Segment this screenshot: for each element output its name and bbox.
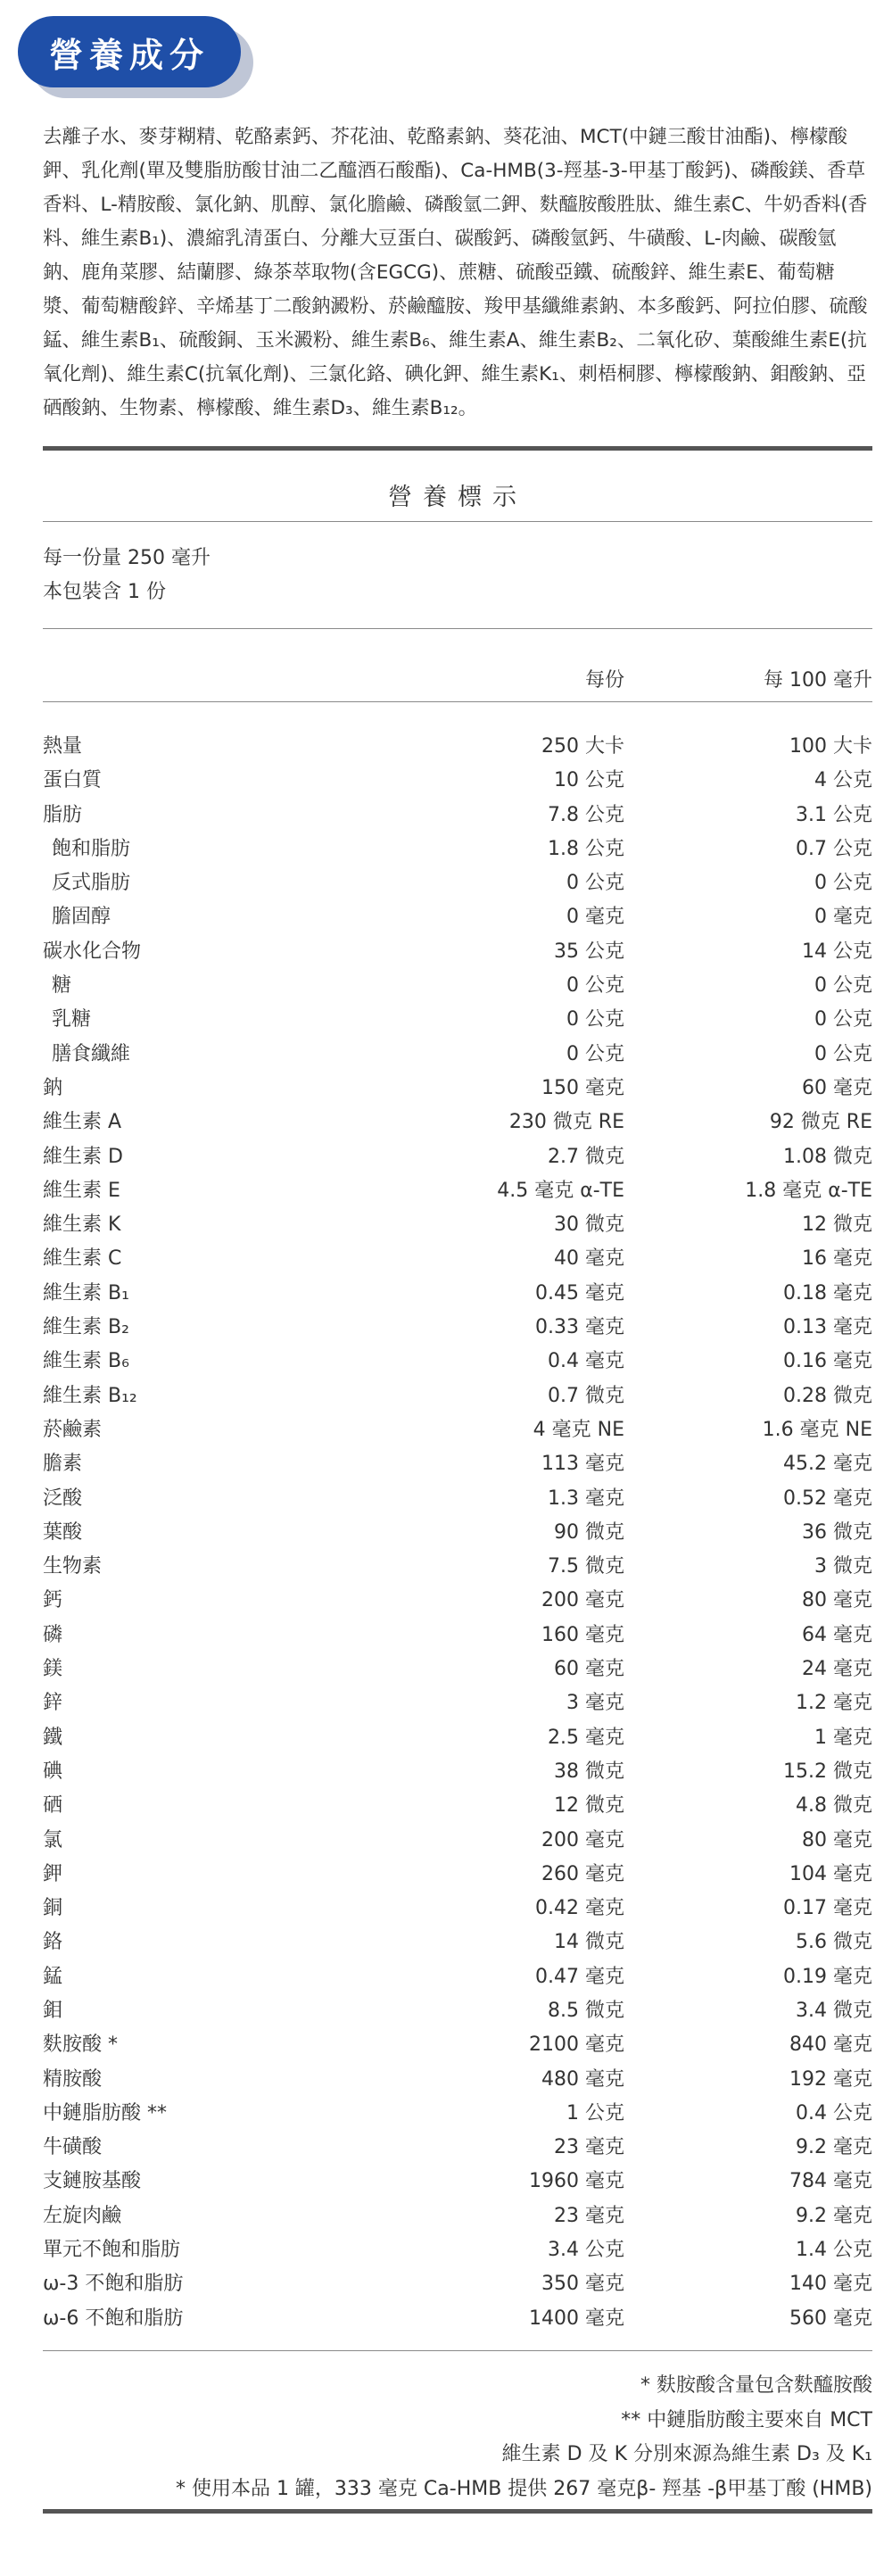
per-100ml-value: 3.1 公克 bbox=[796, 803, 872, 826]
table-row bbox=[43, 832, 872, 866]
nutrient-name: 左旋肉鹼 bbox=[43, 2204, 122, 2227]
serving-size: 每一份量 250 毫升 bbox=[43, 547, 211, 569]
per-100ml-value: 1.6 毫克 NE bbox=[762, 1418, 872, 1441]
per-serving-value: 113 毫克 bbox=[541, 1453, 624, 1476]
nutrient-name: 反式脂肪 bbox=[52, 872, 131, 895]
nutrient-name: 菸鹼素 bbox=[43, 1418, 103, 1441]
nutrient-name: 碘 bbox=[43, 1760, 63, 1783]
nutrition-panel-title: 營養標示 bbox=[388, 484, 527, 511]
per-serving-value: 250 大卡 bbox=[541, 735, 624, 758]
per-serving-value: 0 公克 bbox=[566, 1042, 624, 1065]
per-100ml-value: 36 微克 bbox=[802, 1520, 872, 1544]
per-serving-value: 38 微克 bbox=[554, 1760, 624, 1783]
table-row bbox=[43, 1447, 872, 1481]
table-row bbox=[43, 2063, 872, 2097]
per-100ml-value: 0 毫克 bbox=[814, 906, 872, 929]
nutrient-name: 維生素 K bbox=[43, 1213, 121, 1237]
nutrient-name: 硒 bbox=[43, 1794, 63, 1818]
nutrient-name: 維生素 D bbox=[43, 1145, 123, 1168]
nutrient-name: 熱量 bbox=[43, 735, 83, 758]
per-serving-value: 260 毫克 bbox=[541, 1862, 624, 1885]
per-serving-value: 0.45 毫克 bbox=[535, 1281, 624, 1305]
per-serving-value: 1960 毫克 bbox=[529, 2170, 624, 2193]
per-serving-value: 1.8 公克 bbox=[548, 837, 624, 860]
section-badge bbox=[18, 16, 253, 102]
nutrient-name: 乳糖 bbox=[52, 1008, 92, 1031]
per-serving-value: 1400 毫克 bbox=[529, 2307, 624, 2330]
table-row bbox=[43, 1892, 872, 1926]
per-100ml-value: 15.2 微克 bbox=[783, 1760, 872, 1783]
table-row bbox=[43, 1858, 872, 1892]
table-row bbox=[43, 1277, 872, 1311]
per-serving-value: 35 公克 bbox=[554, 940, 624, 963]
per-100ml-value: 60 毫克 bbox=[802, 1076, 872, 1099]
nutrient-name: 葉酸 bbox=[43, 1520, 83, 1544]
per-serving-value: 0 公克 bbox=[566, 974, 624, 998]
per-serving-value: 14 微克 bbox=[554, 1931, 624, 1954]
per-100ml-value: 784 毫克 bbox=[789, 2170, 872, 2193]
per-serving-value: 0.33 毫克 bbox=[535, 1316, 624, 1339]
per-serving-value: 200 毫克 bbox=[541, 1828, 624, 1851]
per-100ml-value: 0.17 毫克 bbox=[783, 1897, 872, 1920]
nutrient-name: 鋅 bbox=[43, 1692, 63, 1715]
nutrient-name: 鎂 bbox=[43, 1658, 63, 1681]
per-serving-value: 90 微克 bbox=[554, 1520, 624, 1544]
nutrient-name: 飽和脂肪 bbox=[52, 837, 131, 860]
nutrient-name: 膽固醇 bbox=[52, 906, 112, 929]
per-100ml-value: 0.7 公克 bbox=[796, 837, 872, 860]
per-serving-value: 3 毫克 bbox=[566, 1692, 624, 1715]
per-100ml-value: 0.52 毫克 bbox=[783, 1487, 872, 1510]
table-row bbox=[43, 730, 872, 764]
per-serving-value: 1 公克 bbox=[566, 2101, 624, 2125]
per-serving-value: 10 公克 bbox=[554, 769, 624, 792]
per-100ml-value: 3.4 微克 bbox=[796, 1999, 872, 2022]
footnote: * 麩胺酸含量包含麩醯胺酸 bbox=[640, 2374, 872, 2397]
nutrient-name: 糖 bbox=[52, 974, 72, 998]
per-100ml-value: 45.2 毫克 bbox=[783, 1453, 872, 1476]
nutrient-table bbox=[43, 730, 872, 2336]
footnotes bbox=[43, 2369, 872, 2506]
nutrient-name: 維生素 C bbox=[43, 1247, 122, 1271]
nutrient-name: ω-3 不飽和脂肪 bbox=[43, 2273, 184, 2296]
nutrient-name: 牛磺酸 bbox=[43, 2136, 103, 2159]
nutrient-name: ω-6 不飽和脂肪 bbox=[43, 2307, 184, 2330]
nutrient-name: 維生素 B₂ bbox=[43, 1316, 129, 1339]
divider-bottom bbox=[43, 2509, 872, 2514]
nutrient-name: 膳食纖維 bbox=[52, 1042, 131, 1065]
per-100ml-value: 840 毫克 bbox=[789, 2033, 872, 2057]
nutrient-name: 生物素 bbox=[43, 1555, 103, 1578]
table-row bbox=[43, 935, 872, 969]
per-serving-value: 230 微克 RE bbox=[508, 1111, 624, 1134]
table-row bbox=[43, 1686, 872, 1720]
table-row bbox=[43, 900, 872, 934]
table-row bbox=[43, 1482, 872, 1516]
per-100ml-value: 140 毫克 bbox=[789, 2273, 872, 2296]
per-serving-value: 40 毫克 bbox=[554, 1247, 624, 1271]
nutrient-name: 磷 bbox=[43, 1623, 63, 1646]
per-100ml-value: 0 公克 bbox=[814, 1008, 872, 1031]
table-row bbox=[43, 1789, 872, 1823]
nutrient-name: 維生素 A bbox=[43, 1111, 122, 1134]
nutrient-name: 鉻 bbox=[43, 1931, 63, 1954]
table-row bbox=[43, 1824, 872, 1858]
nutrient-name: 碳水化合物 bbox=[43, 940, 142, 963]
per-100ml-value: 64 毫克 bbox=[802, 1623, 872, 1646]
per-100ml-value: 16 毫克 bbox=[802, 1247, 872, 1271]
per-100ml-value: 560 毫克 bbox=[789, 2307, 872, 2330]
per-serving-value: 12 微克 bbox=[554, 1794, 624, 1818]
per-serving-value: 23 毫克 bbox=[554, 2136, 624, 2159]
nutrient-name: 維生素 B₆ bbox=[43, 1350, 129, 1373]
per-100ml-value: 192 毫克 bbox=[789, 2067, 872, 2091]
footnote: * 使用本品 1 罐，333 毫克 Ca-HMB 提供 267 毫克β- 羥基 -β甲基丁酸 (HMB) bbox=[175, 2477, 872, 2500]
per-100ml-value: 3 微克 bbox=[814, 1555, 872, 1578]
table-row bbox=[43, 1994, 872, 2028]
divider-above-notes bbox=[43, 2350, 872, 2351]
nutrient-name: 維生素 E bbox=[43, 1179, 120, 1202]
divider-top bbox=[43, 446, 872, 451]
footnote: 維生素 D 及 K 分別來源為維生素 D₃ 及 K₁ bbox=[501, 2443, 872, 2465]
nutrient-name: 鈣 bbox=[43, 1589, 63, 1612]
nutrient-name: 中鏈脂肪酸 ** bbox=[43, 2101, 167, 2125]
per-serving-value: 160 毫克 bbox=[541, 1623, 624, 1646]
table-row bbox=[43, 969, 872, 1003]
table-row bbox=[43, 1345, 872, 1379]
per-serving-value: 480 毫克 bbox=[541, 2067, 624, 2091]
table-row bbox=[43, 1721, 872, 1755]
per-100ml-value: 1.2 毫克 bbox=[796, 1692, 872, 1715]
per-serving-value: 0.47 毫克 bbox=[535, 1965, 624, 1988]
table-row bbox=[43, 1208, 872, 1242]
divider-under-serving bbox=[43, 628, 872, 629]
table-row bbox=[43, 1619, 872, 1652]
per-100ml-value: 9.2 毫克 bbox=[796, 2136, 872, 2159]
per-100ml-value: 0.16 毫克 bbox=[783, 1350, 872, 1373]
per-serving-value: 23 毫克 bbox=[554, 2204, 624, 2227]
table-row bbox=[43, 2233, 872, 2267]
per-serving-value: 350 毫克 bbox=[541, 2273, 624, 2296]
per-100ml-value: 9.2 毫克 bbox=[796, 2204, 872, 2227]
table-row bbox=[43, 1960, 872, 1994]
column-header-per-100ml: 每 100 毫升 bbox=[764, 669, 872, 692]
nutrient-name: 膽素 bbox=[43, 1453, 83, 1476]
table-row bbox=[43, 1652, 872, 1686]
section-title: 營養成分 bbox=[18, 16, 241, 87]
per-100ml-value: 80 毫克 bbox=[802, 1828, 872, 1851]
table-row bbox=[43, 1550, 872, 1584]
per-serving-value: 7.8 公克 bbox=[548, 803, 624, 826]
servings-per-pack: 本包裝含 1 份 bbox=[43, 581, 166, 603]
per-serving-value: 1.3 毫克 bbox=[548, 1487, 624, 1510]
table-row bbox=[43, 1072, 872, 1106]
footnote: ** 中鏈脂肪酸主要來自 MCT bbox=[621, 2408, 872, 2431]
nutrient-name: 氯 bbox=[43, 1828, 63, 1851]
table-row bbox=[43, 2199, 872, 2233]
per-serving-value: 30 微克 bbox=[554, 1213, 624, 1237]
nutrient-name: 精胺酸 bbox=[43, 2067, 103, 2091]
table-row bbox=[43, 1242, 872, 1276]
table-row bbox=[43, 1003, 872, 1037]
ingredients-list: 去離子水、麥芽糊精、乾酪素鈣、芥花油、乾酪素鈉、葵花油、MCT(中鏈三酸甘油酯)、檸檬酸鉀、乳化劑(單及雙脂肪酸甘油二乙醯酒石酸酯)、Ca-HMB(3-羥基-3-甲基丁酸鈣)、磷酸鎂、香草香料、L-精胺酸、氯化鈉、肌醇、氯化膽鹼、磷酸氫二鉀、麩醯胺酸胜肽、維生素C、牛奶香料(香料、維生素B₁)、濃縮乳清蛋白、分離大豆蛋白、碳酸鈣、磷酸氫鈣、牛磺酸、L-肉鹼、碳酸氫鈉、鹿角菜膠、結蘭膠、綠茶萃取物(含EGCG)、蔗糖、硫酸亞鐵、硫酸鋅、維生素E、葡萄糖漿、葡萄糖酸鋅、辛烯基丁二酸鈉澱粉、菸鹼醯胺、羧甲基纖維素鈉、本多酸鈣、阿拉伯膠、硫酸錳、維生素B₁、硫酸銅、玉米澱粉、維生素B₆、維生素A、維生素B₂、二氧化矽、葉酸維生素E(抗氧化劑)、維生素C(抗氧化劑)、三氯化鉻、碘化鉀、維生素K₁、刺梧桐膠、檸檬酸鈉、鉬酸鈉、亞硒酸鈉、生物素、檸檬酸、維生素D₃、維生素B₁₂。 bbox=[43, 126, 868, 419]
per-100ml-value: 12 微克 bbox=[802, 1213, 872, 1237]
table-row bbox=[43, 1516, 872, 1550]
nutrient-name: 脂肪 bbox=[43, 803, 83, 826]
per-100ml-value: 1 毫克 bbox=[814, 1726, 872, 1749]
divider-under-title bbox=[43, 521, 872, 522]
per-serving-value: 7.5 微克 bbox=[548, 1555, 624, 1578]
table-row bbox=[43, 1926, 872, 1959]
table-row bbox=[43, 2028, 872, 2062]
per-100ml-value: 92 微克 RE bbox=[769, 1111, 872, 1134]
per-serving-value: 200 毫克 bbox=[541, 1589, 624, 1612]
per-serving-value: 150 毫克 bbox=[541, 1076, 624, 1099]
table-row bbox=[43, 1379, 872, 1413]
per-100ml-value: 0 公克 bbox=[814, 1042, 872, 1065]
nutrient-name: 泛酸 bbox=[43, 1487, 83, 1510]
nutrient-name: 維生素 B₁ bbox=[43, 1281, 129, 1305]
table-row bbox=[43, 1311, 872, 1345]
table-row bbox=[43, 866, 872, 900]
per-serving-value: 4 毫克 NE bbox=[533, 1418, 624, 1441]
per-100ml-value: 80 毫克 bbox=[802, 1589, 872, 1612]
per-100ml-value: 100 大卡 bbox=[789, 735, 872, 758]
table-row bbox=[43, 764, 872, 798]
table-row bbox=[43, 1140, 872, 1174]
per-100ml-value: 104 毫克 bbox=[789, 1862, 872, 1885]
nutrient-name: 麩胺酸 * bbox=[43, 2033, 118, 2057]
per-serving-value: 2.5 毫克 bbox=[548, 1726, 624, 1749]
per-serving-value: 60 毫克 bbox=[554, 1658, 624, 1681]
per-serving-value: 3.4 公克 bbox=[548, 2239, 624, 2262]
nutrient-name: 鉀 bbox=[43, 1862, 63, 1885]
nutrient-name: 銅 bbox=[43, 1897, 63, 1920]
per-serving-value: 0 毫克 bbox=[566, 906, 624, 929]
nutrient-name: 單元不飽和脂肪 bbox=[43, 2239, 181, 2262]
per-100ml-value: 0.19 毫克 bbox=[783, 1965, 872, 1988]
per-100ml-value: 4.8 微克 bbox=[796, 1794, 872, 1818]
nutrient-name: 維生素 B₁₂ bbox=[43, 1384, 137, 1407]
table-row bbox=[43, 2131, 872, 2165]
per-100ml-value: 0.4 公克 bbox=[796, 2101, 872, 2125]
column-header-per-serving: 每份 bbox=[584, 669, 624, 692]
per-serving-value: 8.5 微克 bbox=[548, 1999, 624, 2022]
table-row bbox=[43, 2267, 872, 2301]
per-100ml-value: 0 公克 bbox=[814, 872, 872, 895]
table-row bbox=[43, 799, 872, 832]
nutrient-name: 錳 bbox=[43, 1965, 63, 1988]
table-row bbox=[43, 2302, 872, 2336]
per-100ml-value: 0 公克 bbox=[814, 974, 872, 998]
table-row bbox=[43, 2165, 872, 2199]
table-row bbox=[43, 1174, 872, 1208]
per-serving-value: 4.5 毫克 α-TE bbox=[497, 1179, 624, 1202]
per-100ml-value: 5.6 微克 bbox=[796, 1931, 872, 1954]
nutrient-name: 鉬 bbox=[43, 1999, 63, 2022]
table-row bbox=[43, 1755, 872, 1789]
table-row bbox=[43, 2097, 872, 2131]
per-serving-value: 0.4 毫克 bbox=[548, 1350, 624, 1373]
per-serving-value: 0 公克 bbox=[566, 1008, 624, 1031]
table-row bbox=[43, 1106, 872, 1139]
table-row bbox=[43, 1038, 872, 1072]
per-100ml-value: 4 公克 bbox=[814, 769, 872, 792]
per-serving-value: 0.42 毫克 bbox=[535, 1897, 624, 1920]
table-row bbox=[43, 1413, 872, 1447]
table-row bbox=[43, 1584, 872, 1618]
per-100ml-value: 14 公克 bbox=[802, 940, 872, 963]
per-100ml-value: 0.28 微克 bbox=[783, 1384, 872, 1407]
per-100ml-value: 0.18 毫克 bbox=[783, 1281, 872, 1305]
per-100ml-value: 24 毫克 bbox=[802, 1658, 872, 1681]
per-100ml-value: 1.8 毫克 α-TE bbox=[745, 1179, 872, 1202]
per-serving-value: 0 公克 bbox=[566, 872, 624, 895]
per-100ml-value: 1.08 微克 bbox=[783, 1145, 872, 1168]
nutrient-name: 鐵 bbox=[43, 1726, 63, 1749]
per-serving-value: 0.7 微克 bbox=[548, 1384, 624, 1407]
per-serving-value: 2.7 微克 bbox=[548, 1145, 624, 1168]
divider-under-header bbox=[43, 701, 872, 702]
nutrient-name: 蛋白質 bbox=[43, 769, 103, 792]
per-serving-value: 2100 毫克 bbox=[529, 2033, 624, 2057]
nutrient-name: 鈉 bbox=[43, 1076, 63, 1099]
nutrient-name: 支鏈胺基酸 bbox=[43, 2170, 142, 2193]
per-100ml-value: 1.4 公克 bbox=[796, 2239, 872, 2262]
per-100ml-value: 0.13 毫克 bbox=[783, 1316, 872, 1339]
